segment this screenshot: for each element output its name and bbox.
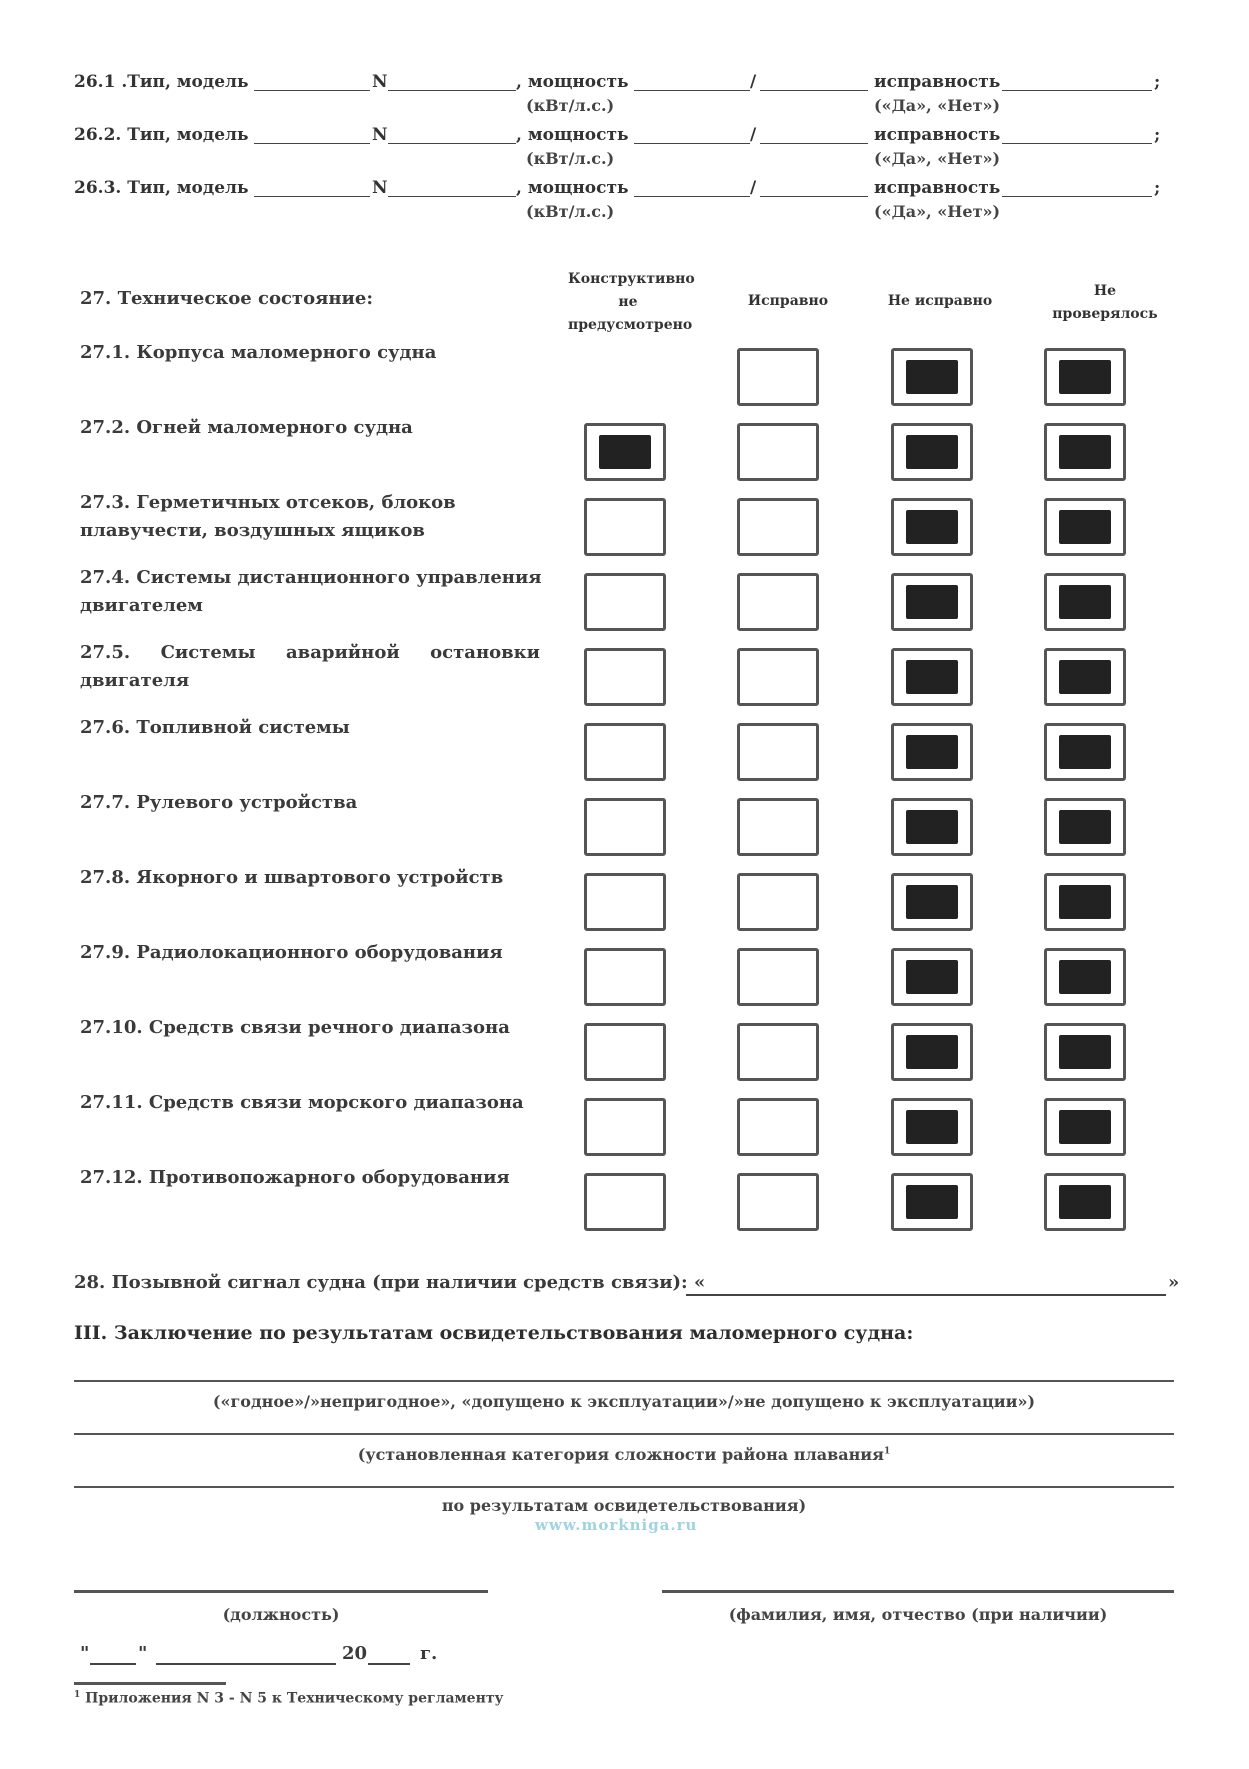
checkbox-ok[interactable] — [737, 648, 819, 706]
engine-power-unit: (кВт/л.с.) — [526, 96, 615, 115]
engine-number-input[interactable] — [388, 178, 516, 197]
engine-type-label: 26.1 .Тип, модель — [74, 72, 249, 92]
date-month-input[interactable] — [156, 1645, 336, 1665]
engine-power-hp-input[interactable] — [760, 125, 868, 144]
checkbox-not-checked[interactable] — [1044, 1023, 1126, 1081]
engine-status-input[interactable] — [1002, 72, 1152, 91]
checkbox-fill — [1059, 435, 1111, 469]
checkbox-fill — [1059, 360, 1111, 394]
engine-power-label: , мощность — [516, 72, 629, 92]
checkbox-fill — [1059, 960, 1111, 994]
checkbox-ok[interactable] — [737, 1173, 819, 1231]
watermark: www.morkniga.ru — [535, 1516, 698, 1534]
checkbox-ok[interactable] — [737, 948, 819, 1006]
engine-number-label: N — [372, 125, 388, 145]
tech-item-label: 27.12. Противопожарного оборудования — [80, 1167, 510, 1188]
checkbox-ok[interactable] — [737, 423, 819, 481]
checkbox-not-checked[interactable] — [1044, 423, 1126, 481]
position-caption: (должность) — [222, 1605, 340, 1624]
checkbox-not-provided[interactable] — [584, 798, 666, 856]
checkbox-faulty[interactable] — [891, 798, 973, 856]
conclusion-line-3[interactable] — [74, 1486, 1174, 1488]
checkbox-faulty[interactable] — [891, 648, 973, 706]
checkbox-ok[interactable] — [737, 1023, 819, 1081]
checkbox-fill — [906, 810, 958, 844]
checkbox-not-provided[interactable] — [584, 1023, 666, 1081]
checkbox-not-provided[interactable] — [584, 723, 666, 781]
engine-power-label: , мощность — [516, 178, 629, 198]
engine-model-input[interactable] — [254, 125, 370, 144]
engine-row-end: ; — [1154, 125, 1161, 145]
engine-power-hp-input[interactable] — [760, 178, 868, 197]
checkbox-ok[interactable] — [737, 1098, 819, 1156]
conclusion-title: III. Заключение по результатам освидетельствования маломерного судна: — [74, 1322, 914, 1344]
checkbox-fill — [1059, 735, 1111, 769]
engine-row — [74, 125, 1174, 177]
checkbox-fill — [906, 1110, 958, 1144]
engine-number-label: N — [372, 72, 388, 92]
engine-power-kw-input[interactable] — [634, 125, 750, 144]
engine-power-hp-input[interactable] — [760, 72, 868, 91]
checkbox-fill — [1059, 1035, 1111, 1069]
date-row — [80, 1643, 480, 1669]
engine-status-input[interactable] — [1002, 178, 1152, 197]
engine-power-unit: (кВт/л.с.) — [526, 149, 615, 168]
tech-item-label: 27.2. Огней маломерного судна — [80, 417, 413, 438]
engine-type-label: 26.3. Тип, модель — [74, 178, 249, 198]
engine-status-hint: («Да», «Нет») — [874, 202, 1001, 221]
checkbox-ok[interactable] — [737, 798, 819, 856]
engine-power-kw-input[interactable] — [634, 72, 750, 91]
footnote-mark: 1 — [74, 1690, 81, 1700]
checkbox-fill — [906, 1185, 958, 1219]
tech-item-label: 27.1. Корпуса маломерного судна — [80, 342, 437, 363]
checkbox-fill — [906, 660, 958, 694]
checkbox-fill — [906, 885, 958, 919]
checkbox-faulty[interactable] — [891, 498, 973, 556]
checkbox-not-checked[interactable] — [1044, 798, 1126, 856]
conclusion-line-2[interactable] — [74, 1433, 1174, 1435]
checkbox-not-checked[interactable] — [1044, 948, 1126, 1006]
conclusion-caption-2 — [74, 1445, 1174, 1464]
conclusion-caption-1: («годное»/»непригодное», «допущено к эксплуатации»/»не допущено к эксплуатации») — [212, 1392, 1036, 1411]
checkbox-not-checked[interactable] — [1044, 573, 1126, 631]
checkbox-not-provided[interactable] — [584, 873, 666, 931]
footnote-text: Приложения N 3 - N 5 к Техническому регламенту — [80, 1690, 504, 1707]
tech-item-label: 27.11. Средств связи морского диапазона — [80, 1092, 524, 1113]
checkbox-not-provided[interactable] — [584, 948, 666, 1006]
checkbox-ok[interactable] — [737, 873, 819, 931]
engine-status-input[interactable] — [1002, 125, 1152, 144]
checkbox-fill — [906, 1035, 958, 1069]
engine-power-label: , мощность — [516, 125, 629, 145]
tech-item-label: 27.4. Системы дистанционного управления двигателем — [80, 567, 542, 616]
checkbox-faulty[interactable] — [891, 723, 973, 781]
tech-item-label: 27.10. Средств связи речного диапазона — [80, 1017, 510, 1038]
column-header-not-checked: Не проверялось — [1052, 283, 1158, 322]
tech-state-title: 27. Техническое состояние: — [80, 288, 374, 309]
checkbox-not-checked[interactable] — [1044, 648, 1126, 706]
checkbox-ok[interactable] — [737, 723, 819, 781]
conclusion-line-1[interactable] — [74, 1380, 1174, 1382]
checkbox-fill — [1059, 1185, 1111, 1219]
engine-row-end: ; — [1154, 72, 1161, 92]
date-quote-close: " — [138, 1643, 148, 1664]
engine-number-input[interactable] — [388, 72, 516, 91]
tech-item-label: 27.6. Топливной системы — [80, 717, 350, 738]
checkbox-not-provided[interactable] — [584, 498, 666, 556]
engine-number-label: N — [372, 178, 388, 198]
engine-type-label: 26.2. Тип, модель — [74, 125, 249, 145]
position-signature-line[interactable] — [74, 1590, 488, 1593]
checkbox-not-provided[interactable] — [584, 1173, 666, 1231]
call-sign-input[interactable] — [686, 1274, 1166, 1296]
checkbox-ok[interactable] — [737, 348, 819, 406]
checkbox-ok[interactable] — [737, 498, 819, 556]
checkbox-not-provided[interactable] — [584, 648, 666, 706]
engine-model-input[interactable] — [254, 72, 370, 91]
date-quote-open: " — [80, 1643, 90, 1664]
checkbox-not-checked[interactable] — [1044, 1098, 1126, 1156]
checkbox-fill — [906, 510, 958, 544]
engine-status-hint: («Да», «Нет») — [874, 96, 1001, 115]
engine-status-label: исправность — [874, 72, 1001, 92]
conclusion-caption-2-text: (установленная категория сложности района плавания — [357, 1445, 884, 1464]
checkbox-fill — [906, 585, 958, 619]
tech-item-label: 27.5. Системы аварийной остановки двигателя — [80, 642, 540, 691]
engine-power-slash: / — [750, 72, 757, 92]
tech-item-label: 27.3. Герметичных отсеков, блоков плавучести, воздушных ящиков — [80, 492, 456, 541]
checkbox-fill — [906, 360, 958, 394]
call-sign-row — [74, 1272, 1180, 1298]
checkbox-not-checked[interactable] — [1044, 1173, 1126, 1231]
date-year-input[interactable] — [368, 1645, 410, 1665]
engine-status-hint: («Да», «Нет») — [874, 149, 1001, 168]
tech-item-label: 27.9. Радиолокационного оборудования — [80, 942, 503, 963]
engine-row-end: ; — [1154, 178, 1161, 198]
checkbox-fill — [1059, 585, 1111, 619]
engine-power-slash: / — [750, 178, 757, 198]
engine-power-kw-input[interactable] — [634, 178, 750, 197]
engine-power-slash: / — [750, 125, 757, 145]
checkbox-faulty[interactable] — [891, 1023, 973, 1081]
checkbox-faulty[interactable] — [891, 423, 973, 481]
column-header-ok: Исправно — [747, 293, 829, 309]
checkbox-fill — [1059, 510, 1111, 544]
engine-model-input[interactable] — [254, 178, 370, 197]
checkbox-faulty[interactable] — [891, 873, 973, 931]
checkbox-not-provided[interactable] — [584, 1098, 666, 1156]
date-day-input[interactable] — [90, 1645, 136, 1665]
checkbox-fill — [1059, 885, 1111, 919]
column-header-not-provided: Конструктивно не предусмотрено — [568, 271, 695, 333]
date-year-suffix: г. — [420, 1643, 438, 1664]
call-sign-close: » — [1168, 1272, 1180, 1293]
checkbox-fill — [906, 960, 958, 994]
checkbox-fill — [906, 435, 958, 469]
checkbox-faulty[interactable] — [891, 948, 973, 1006]
column-header-faulty: Не исправно — [887, 293, 993, 309]
checkbox-faulty[interactable] — [891, 1098, 973, 1156]
checkbox-ok[interactable] — [737, 573, 819, 631]
checkbox-fill — [1059, 1110, 1111, 1144]
checkbox-not-provided[interactable] — [584, 573, 666, 631]
conclusion-caption-3: по результатам освидетельствования) — [441, 1496, 807, 1515]
call-sign-label: 28. Позывной сигнал судна (при наличии средств связи): « — [74, 1272, 706, 1293]
checkbox-fill — [1059, 810, 1111, 844]
name-signature-line[interactable] — [662, 1590, 1174, 1593]
footnote — [74, 1690, 503, 1707]
engine-row — [74, 178, 1174, 230]
footnote-separator — [74, 1682, 226, 1685]
checkbox-fill — [599, 435, 651, 469]
checkbox-not-checked[interactable] — [1044, 498, 1126, 556]
tech-item-label: 27.7. Рулевого устройства — [80, 792, 358, 813]
engine-number-input[interactable] — [388, 125, 516, 144]
engine-status-label: исправность — [874, 178, 1001, 198]
name-caption: (фамилия, имя, отчество (при наличии) — [728, 1605, 1108, 1624]
checkbox-not-checked[interactable] — [1044, 873, 1126, 931]
checkbox-faulty[interactable] — [891, 348, 973, 406]
tech-item-label: 27.8. Якорного и швартового устройств — [80, 867, 504, 888]
checkbox-not-provided[interactable] — [584, 423, 666, 481]
checkbox-not-checked[interactable] — [1044, 723, 1126, 781]
engine-status-label: исправность — [874, 125, 1001, 145]
engine-power-unit: (кВт/л.с.) — [526, 202, 615, 221]
checkbox-fill — [906, 735, 958, 769]
checkbox-faulty[interactable] — [891, 573, 973, 631]
date-year-prefix: 20 — [342, 1643, 368, 1664]
checkbox-fill — [1059, 660, 1111, 694]
checkbox-not-checked[interactable] — [1044, 348, 1126, 406]
checkbox-faulty[interactable] — [891, 1173, 973, 1231]
engine-row — [74, 72, 1174, 124]
footnote-ref: 1 — [883, 1446, 891, 1457]
